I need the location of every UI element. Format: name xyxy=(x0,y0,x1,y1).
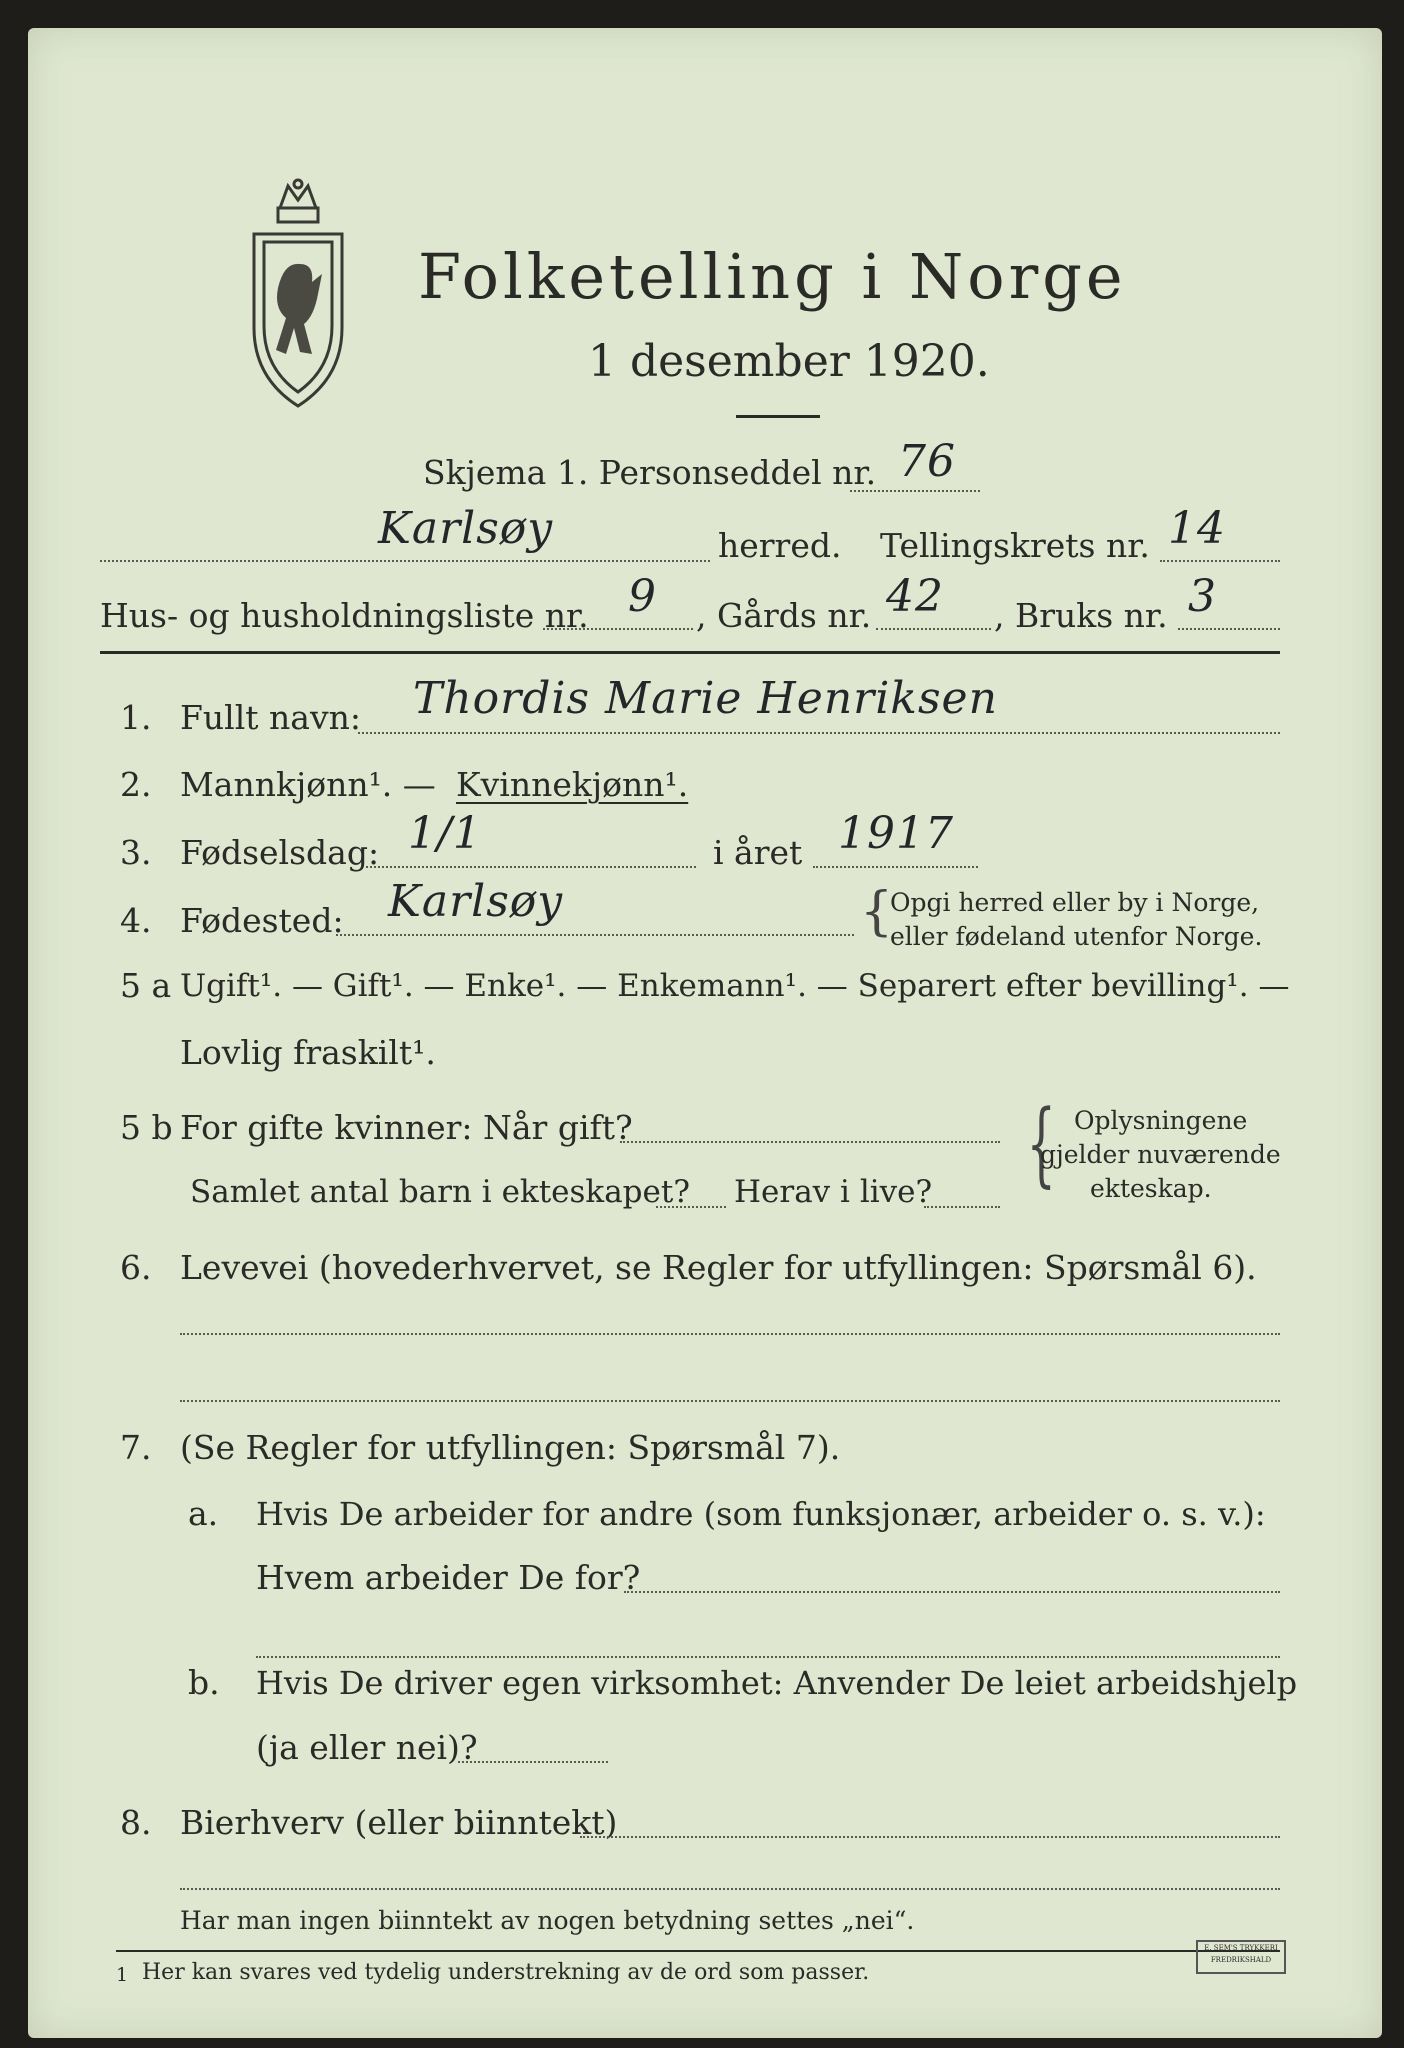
levevei-field-2[interactable] xyxy=(180,1400,1280,1402)
fodested-note-line2: eller fødeland utenfor Norge. xyxy=(890,922,1263,951)
kvinnekjonn-option[interactable]: Kvinnekjønn¹. xyxy=(456,765,689,804)
personseddel-nr-field[interactable] xyxy=(850,490,980,492)
footnote-mark: 1 xyxy=(116,1964,129,1986)
coat-of-arms-icon xyxy=(248,178,348,410)
fodselsdag-value: 1/1 xyxy=(408,808,482,859)
fodselsar-value: 1917 xyxy=(838,808,954,859)
herav-i-live-label: Herav i live? xyxy=(734,1174,933,1210)
q5a-number: 5 a xyxy=(120,966,172,1005)
q7b-line2: (ja eller nei)? xyxy=(256,1728,478,1767)
q4-number: 4. xyxy=(120,901,152,940)
fodselsdag-field[interactable] xyxy=(366,866,696,868)
form-date: 1 desember 1920. xyxy=(588,336,990,387)
q3-label: Fødselsdag: xyxy=(180,833,380,872)
nar-gift-field[interactable] xyxy=(620,1141,1000,1143)
schema-label: Skjema 1. Personseddel nr. xyxy=(423,453,877,492)
q7-label: (Se Regler for utfyllingen: Spørsmål 7). xyxy=(180,1428,841,1467)
herred-field[interactable] xyxy=(100,560,710,562)
aret-label: i året xyxy=(713,833,803,872)
printer-stamp-line1: E. SEM'S TRYKKERI xyxy=(1204,1944,1278,1952)
tellingskrets-field[interactable] xyxy=(1160,560,1280,562)
header-rule xyxy=(100,651,1280,654)
nei-instruction: Har man ingen biinntekt av nogen betydning settes „nei“. xyxy=(180,1906,915,1935)
bierhverv-field-1[interactable] xyxy=(580,1836,1280,1838)
gards-label: , Gårds nr. xyxy=(696,596,872,635)
personseddel-nr-value: 76 xyxy=(898,436,956,487)
q1-label: Fullt navn: xyxy=(180,698,361,737)
husholdningsliste-value: 9 xyxy=(628,571,657,622)
q7a-letter: a. xyxy=(188,1494,219,1533)
levevei-field-1[interactable] xyxy=(180,1333,1280,1335)
ekteskap-note-line2: gjelder nuværende xyxy=(1040,1140,1281,1169)
q7a-line2: Hvem arbeider De for? xyxy=(256,1558,641,1597)
bierhverv-field-2[interactable] xyxy=(180,1888,1280,1890)
lovlig-fraskilt-option[interactable]: Lovlig fraskilt¹. xyxy=(180,1033,436,1072)
q6-number: 6. xyxy=(120,1248,152,1287)
q2-number: 2. xyxy=(120,765,152,804)
fodested-brace: { xyxy=(860,882,894,942)
printer-stamp xyxy=(1196,1940,1286,1974)
q8-number: 8. xyxy=(120,1803,152,1842)
q5b-number: 5 b xyxy=(120,1108,173,1147)
form-title: Folketelling i Norge xyxy=(418,240,1127,313)
herred-label: herred. xyxy=(718,526,842,565)
husholdningsliste-field[interactable] xyxy=(543,628,693,630)
husholdningsliste-label: Hus- og husholdningsliste nr. xyxy=(100,596,589,635)
bruks-value: 3 xyxy=(1188,571,1217,622)
arbeidsgiver-field-2[interactable] xyxy=(256,1656,1280,1658)
fodested-field[interactable] xyxy=(336,934,854,936)
nar-gift-label: For gifte kvinner: Når gift? xyxy=(180,1108,633,1147)
arbeidsgiver-field-1[interactable] xyxy=(624,1591,1280,1593)
footnote-rule xyxy=(116,1950,1280,1952)
ekteskap-note-line1: Oplysningene xyxy=(1074,1106,1248,1135)
footnote-text: Her kan svares ved tydelig understrekning av de ord som passer. xyxy=(142,1960,870,1985)
q7a-line1: Hvis De arbeider for andre (som funksjonær, arbeider o. s. v.): xyxy=(256,1495,1266,1533)
barn-label: Samlet antal barn i ekteskapet? xyxy=(190,1174,690,1210)
q3-number: 3. xyxy=(120,833,152,872)
ekteskap-note-line3: ekteskap. xyxy=(1090,1174,1212,1203)
fullt-navn-field[interactable] xyxy=(358,732,1280,734)
fodested-note-line1: Opgi herred eller by i Norge, xyxy=(890,888,1260,917)
gards-field[interactable] xyxy=(876,628,991,630)
fodested-value: Karlsøy xyxy=(388,876,564,927)
fullt-navn-value: Thordis Marie Henriksen xyxy=(413,673,998,724)
tellingskrets-label: Tellingskrets nr. xyxy=(880,526,1150,565)
q8-label: Bierhverv (eller biinntekt) xyxy=(180,1803,618,1842)
q7b-letter: b. xyxy=(188,1663,220,1702)
ekteskap-brace: { xyxy=(1026,1090,1056,1197)
sivilstand-options[interactable]: Ugift¹. — Gift¹. — Enke¹. — Enkemann¹. — Separert efter bevilling¹. — xyxy=(180,968,1290,1004)
q7-number: 7. xyxy=(120,1428,152,1467)
printer-stamp-line2: FREDRIKSHALD xyxy=(1210,1956,1272,1964)
bruks-label: , Bruks nr. xyxy=(994,596,1168,635)
q1-number: 1. xyxy=(120,698,152,737)
tellingskrets-value: 14 xyxy=(1168,503,1226,554)
bruks-field[interactable] xyxy=(1178,628,1280,630)
census-form-page xyxy=(28,28,1382,2038)
arbeidshjelp-field[interactable] xyxy=(458,1761,608,1763)
herav-i-live-field[interactable] xyxy=(924,1206,1000,1208)
q4-label: Fødested: xyxy=(180,901,344,940)
q7b-line1: Hvis De driver egen virksomhet: Anvender De leiet arbeidshjelp xyxy=(256,1664,1298,1702)
mannkjonn-option[interactable]: Mannkjønn¹. — xyxy=(180,765,436,804)
title-divider xyxy=(736,415,820,418)
gards-value: 42 xyxy=(886,571,944,622)
q6-label: Levevei (hovederhvervet, se Regler for utfyllingen: Spørsmål 6). xyxy=(180,1248,1257,1287)
barn-field[interactable] xyxy=(656,1206,726,1208)
herred-value: Karlsøy xyxy=(378,503,554,554)
fodselsar-field[interactable] xyxy=(813,866,978,868)
